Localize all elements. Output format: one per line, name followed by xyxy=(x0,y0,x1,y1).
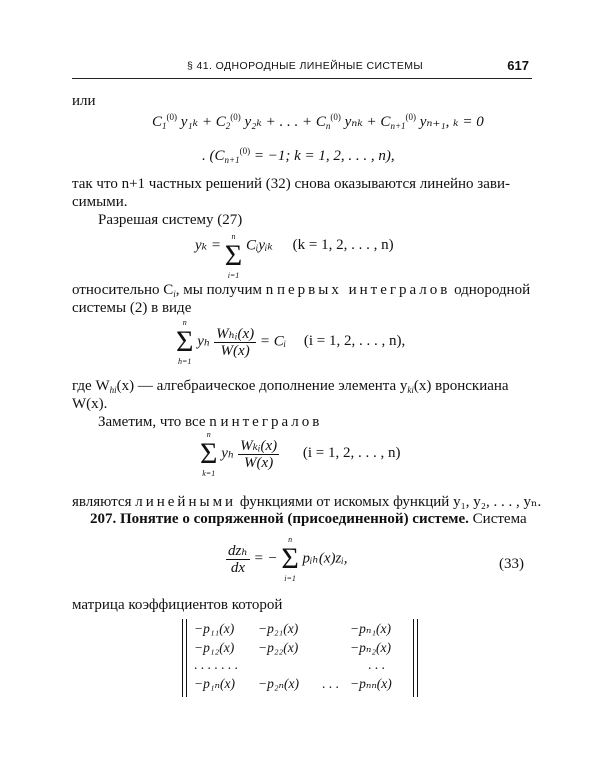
text-line: W(x). xyxy=(72,396,108,412)
text-line: системы (2) в виде xyxy=(72,300,192,316)
matrix-cell: . . . xyxy=(368,657,385,672)
coefficient-matrix xyxy=(182,619,418,697)
section-title: § 41. ОДНОРОДНЫЕ ЛИНЕЙНЫЕ СИСТЕМЫ xyxy=(187,60,424,72)
spaced-text: линейными xyxy=(135,494,237,510)
matrix-cell: −p₂₁(x) xyxy=(258,621,299,636)
matrix-cell: −p₁₁(x) xyxy=(194,621,235,636)
text-line: являются линейными функциями от искомых функций y₁, y₂, . . . , yₙ. xyxy=(72,494,542,510)
fraction: $\frac{\text{dzₕ}}{dx}$ xyxy=(228,542,248,576)
matrix-cell: . . . xyxy=(322,676,339,691)
sum-symbol: Σ xyxy=(176,325,194,358)
equation-6: $\frac{\text{dzₕ}}{dx}$ = − n Σ i=1 pᵢₕ(x)zᵢ, xyxy=(228,535,348,583)
equation-3: yₖ = n Σ i=1 Cᵢyᵢₖ (k = 1, 2, . . . , n) xyxy=(195,232,394,280)
equation-number: (33) xyxy=(499,556,524,572)
spaced-text: первых интегралов xyxy=(276,282,451,298)
text-ili: или xyxy=(72,93,96,109)
equation-4: n Σ h=1 yₕ $\frac{\text{Wₕᵢ(x)}}{W(x)}$ = Cᵢ (i = 1, 2, . . . , n), xyxy=(176,318,406,366)
matrix-cell: −p₁ₙ(x) xyxy=(194,676,236,691)
matrix-bar-left-outer xyxy=(182,619,183,697)
text-line: матрица коэффициентов которой xyxy=(72,597,283,613)
text-line: где $W_{hi}(x)$ — алгебраическое дополнение элемента $y_{ki}(x)$ вронскиана xyxy=(72,378,509,395)
text-line: Разрешая систему (27) xyxy=(98,212,243,228)
matrix-cell: −pₙ₂(x) xyxy=(350,640,392,655)
equation-1: $C_1^{(0)}$ $y_{1k} + C_2^{(0)}$ y₂ₖ + . . . + $C_n^{(0)}$ $y_{nk} + C_{n+1}^{(0)}$ yₙ₊₁, ₖ = 0 xyxy=(152,112,484,131)
matrix-bar-right-inner xyxy=(413,619,414,697)
equation-5: n Σ k=1 yₕ $\frac{\text{Wₖᵢ(x)}}{W(x)}$ (i = 1, 2, . . . , n) xyxy=(200,430,401,478)
fraction: $\frac{\text{Wₕᵢ(x)}}{W(x)}$ xyxy=(216,325,255,359)
matrix-cell: −p₁₂(x) xyxy=(194,640,235,655)
text-line: Заметим, что все n интегралов xyxy=(98,414,323,430)
matrix-cell: −p₂₂(x) xyxy=(258,640,299,655)
matrix-cell: . . . . . . . xyxy=(194,657,238,672)
sum-symbol: Σ xyxy=(224,239,243,272)
page-number: 617 xyxy=(507,58,529,73)
sum-symbol: Σ xyxy=(200,437,218,470)
matrix-cell: −pₙₙ(x) xyxy=(350,676,392,691)
equation-2: . ($C_{n+1}^{(0)} = -1$; k = 1, 2, . . . , n), xyxy=(202,146,395,165)
fraction: $\frac{\text{Wₖᵢ(x)}}{W(x)}$ xyxy=(240,437,278,471)
running-header xyxy=(72,58,532,79)
sum-symbol: Σ xyxy=(281,542,299,575)
matrix-bar-left-inner xyxy=(186,619,187,697)
section-heading: 207. Понятие о сопряженной (присоединенной) системе. Система xyxy=(90,511,527,527)
text-line: относительно $C_i$, мы получим n первых интегралов однородной xyxy=(72,282,531,299)
matrix-cell: −pₙ₁(x) xyxy=(350,621,392,636)
text-line: так что n+1 частных решений (32) снова оказываются линейно зави- xyxy=(72,176,510,192)
matrix-bar-right-outer xyxy=(417,619,418,697)
text-line: симыми. xyxy=(72,194,128,210)
spaced-text: интегралов xyxy=(220,414,323,430)
matrix-cell: −p₂ₙ(x) xyxy=(258,676,300,691)
